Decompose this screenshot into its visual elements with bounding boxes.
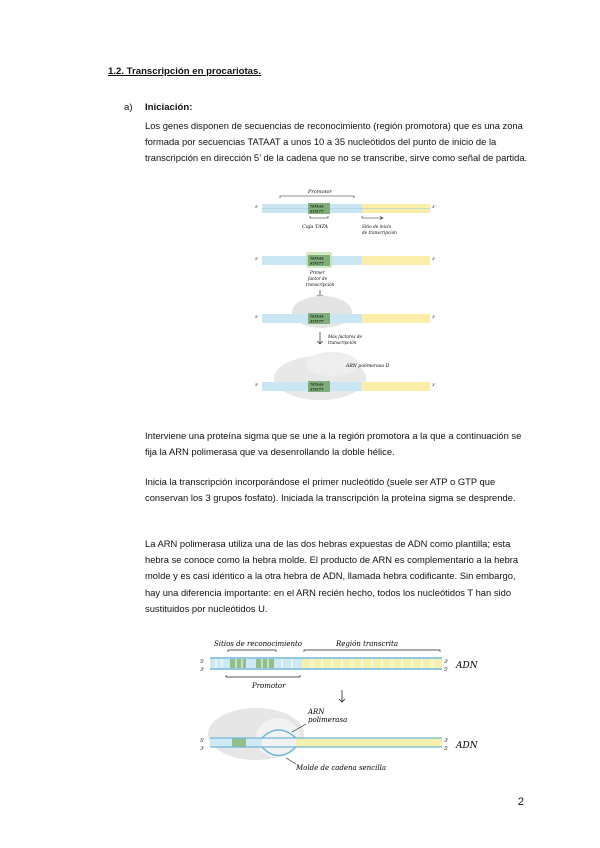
dna-strand-4 <box>255 352 436 400</box>
first-factor-label: Primer <box>310 270 325 275</box>
section-heading: 1.2. Transcripción en procariotas. <box>108 66 262 77</box>
polymerase-label-line1: ARN <box>308 708 325 716</box>
down-arrow-2 <box>318 332 323 344</box>
svg-text:TATAAA: TATAAA <box>310 256 324 261</box>
svg-text:5': 5' <box>255 382 259 387</box>
svg-text:ATATTT: ATATTT <box>310 319 324 324</box>
paragraph-sigma: Interviene una proteína sigma que se une a la región promotora a la que a continuación se fija la ARN polimerasa que va desenrollando la doble hélice. <box>145 430 522 458</box>
svg-text:3': 3' <box>432 256 436 261</box>
svg-text:transcripción: transcripción <box>328 340 357 345</box>
svg-text:3': 3' <box>444 659 449 665</box>
svg-text:3': 3' <box>200 746 205 752</box>
start-site-label: Sitio de inicio <box>362 224 392 229</box>
svg-text:TATAAA: TATAAA <box>310 382 324 387</box>
svg-text:ATATTT: ATATTT <box>310 261 324 266</box>
template-label: Molde de cadena sencilla <box>296 764 386 772</box>
fig2-end5: 5' <box>200 659 205 665</box>
svg-text:3': 3' <box>444 738 449 744</box>
dna-strand-1 <box>255 203 436 214</box>
down-arrow-3 <box>339 690 345 702</box>
dna-strand-3 <box>255 296 436 328</box>
svg-text:5': 5' <box>444 667 449 673</box>
tata-box-bottom: ATATTT <box>310 209 324 214</box>
svg-text:5': 5' <box>444 746 449 752</box>
subsection-title: Iniciación: <box>145 102 193 113</box>
end3-label: 3' <box>432 204 436 209</box>
promoter-label: Promotor <box>308 189 332 195</box>
svg-text:TATAAA: TATAAA <box>310 314 324 319</box>
dna-double-strand <box>200 658 449 673</box>
svg-text:5': 5' <box>200 738 205 744</box>
recognition-sites-label: Sitios de reconocimiento <box>214 640 303 648</box>
promoter-bracket <box>280 196 354 198</box>
paragraph-template: La ARN polimerasa utiliza una de las dos hebras expuestas de ADN como plantilla; esta hebra se conoce como la hebra molde. El producto de ARN es complementario a la hebra molde y es casi idéntico a la otra hebra de ADN, llamada hebra codificante. Sin embargo, hay una diferencia importante: en el ARN recién hecho, todos los nucleótidos T han sido sustituidos por nucleótidos U. <box>145 538 519 614</box>
promoter-label-2: Promotor <box>252 682 286 690</box>
end5-label: 5' <box>255 204 259 209</box>
svg-text:3': 3' <box>432 382 436 387</box>
adn-label: ADN <box>456 661 478 671</box>
more-factors-label: Más factores de <box>328 334 362 339</box>
svg-text:5': 5' <box>255 256 259 261</box>
polymerase-label-line2: polimerasa <box>308 716 348 724</box>
subsection-marker: a) <box>124 102 133 113</box>
polymerase-ii-label: ARN polimerasa II <box>346 364 390 369</box>
tata-box-top: TATAAA <box>310 204 324 209</box>
tata-box-label: Caja TATA <box>302 224 328 230</box>
svg-text:de transcripción: de transcripción <box>362 230 397 235</box>
svg-text:3': 3' <box>200 667 205 673</box>
transcribed-region-label: Región transcrita <box>336 640 399 648</box>
figure-transcription-bubble <box>196 634 496 774</box>
dna-strand-2 <box>255 252 436 268</box>
figure-promoter-assembly <box>250 184 440 400</box>
svg-text:factor de: factor de <box>308 276 328 281</box>
page-number: 2 <box>517 796 524 808</box>
svg-text:5': 5' <box>255 314 259 319</box>
svg-text:transcripción: transcripción <box>306 282 335 287</box>
paragraph-promoter: Los genes disponen de secuencias de reconocimiento (región promotora) que es una zona formada por secuencias TATAAT a unos 10 a 35 nucleótidos del punto de inicio de la transcripción en dirección 5’ de la cadena que no se transcribe, sirve como señal de partida. <box>145 120 528 164</box>
svg-text:3': 3' <box>432 314 436 319</box>
paragraph-initiation: Inicia la transcripción incorporándose el primer nucleótido (suele ser ATP o GTP que conservan los 3 grupos fosfato). Iniciada la transcripción la proteína sigma se desprende. <box>145 476 516 504</box>
svg-text:ATATTT: ATATTT <box>310 387 324 392</box>
adn-label-2: ADN <box>456 741 478 751</box>
